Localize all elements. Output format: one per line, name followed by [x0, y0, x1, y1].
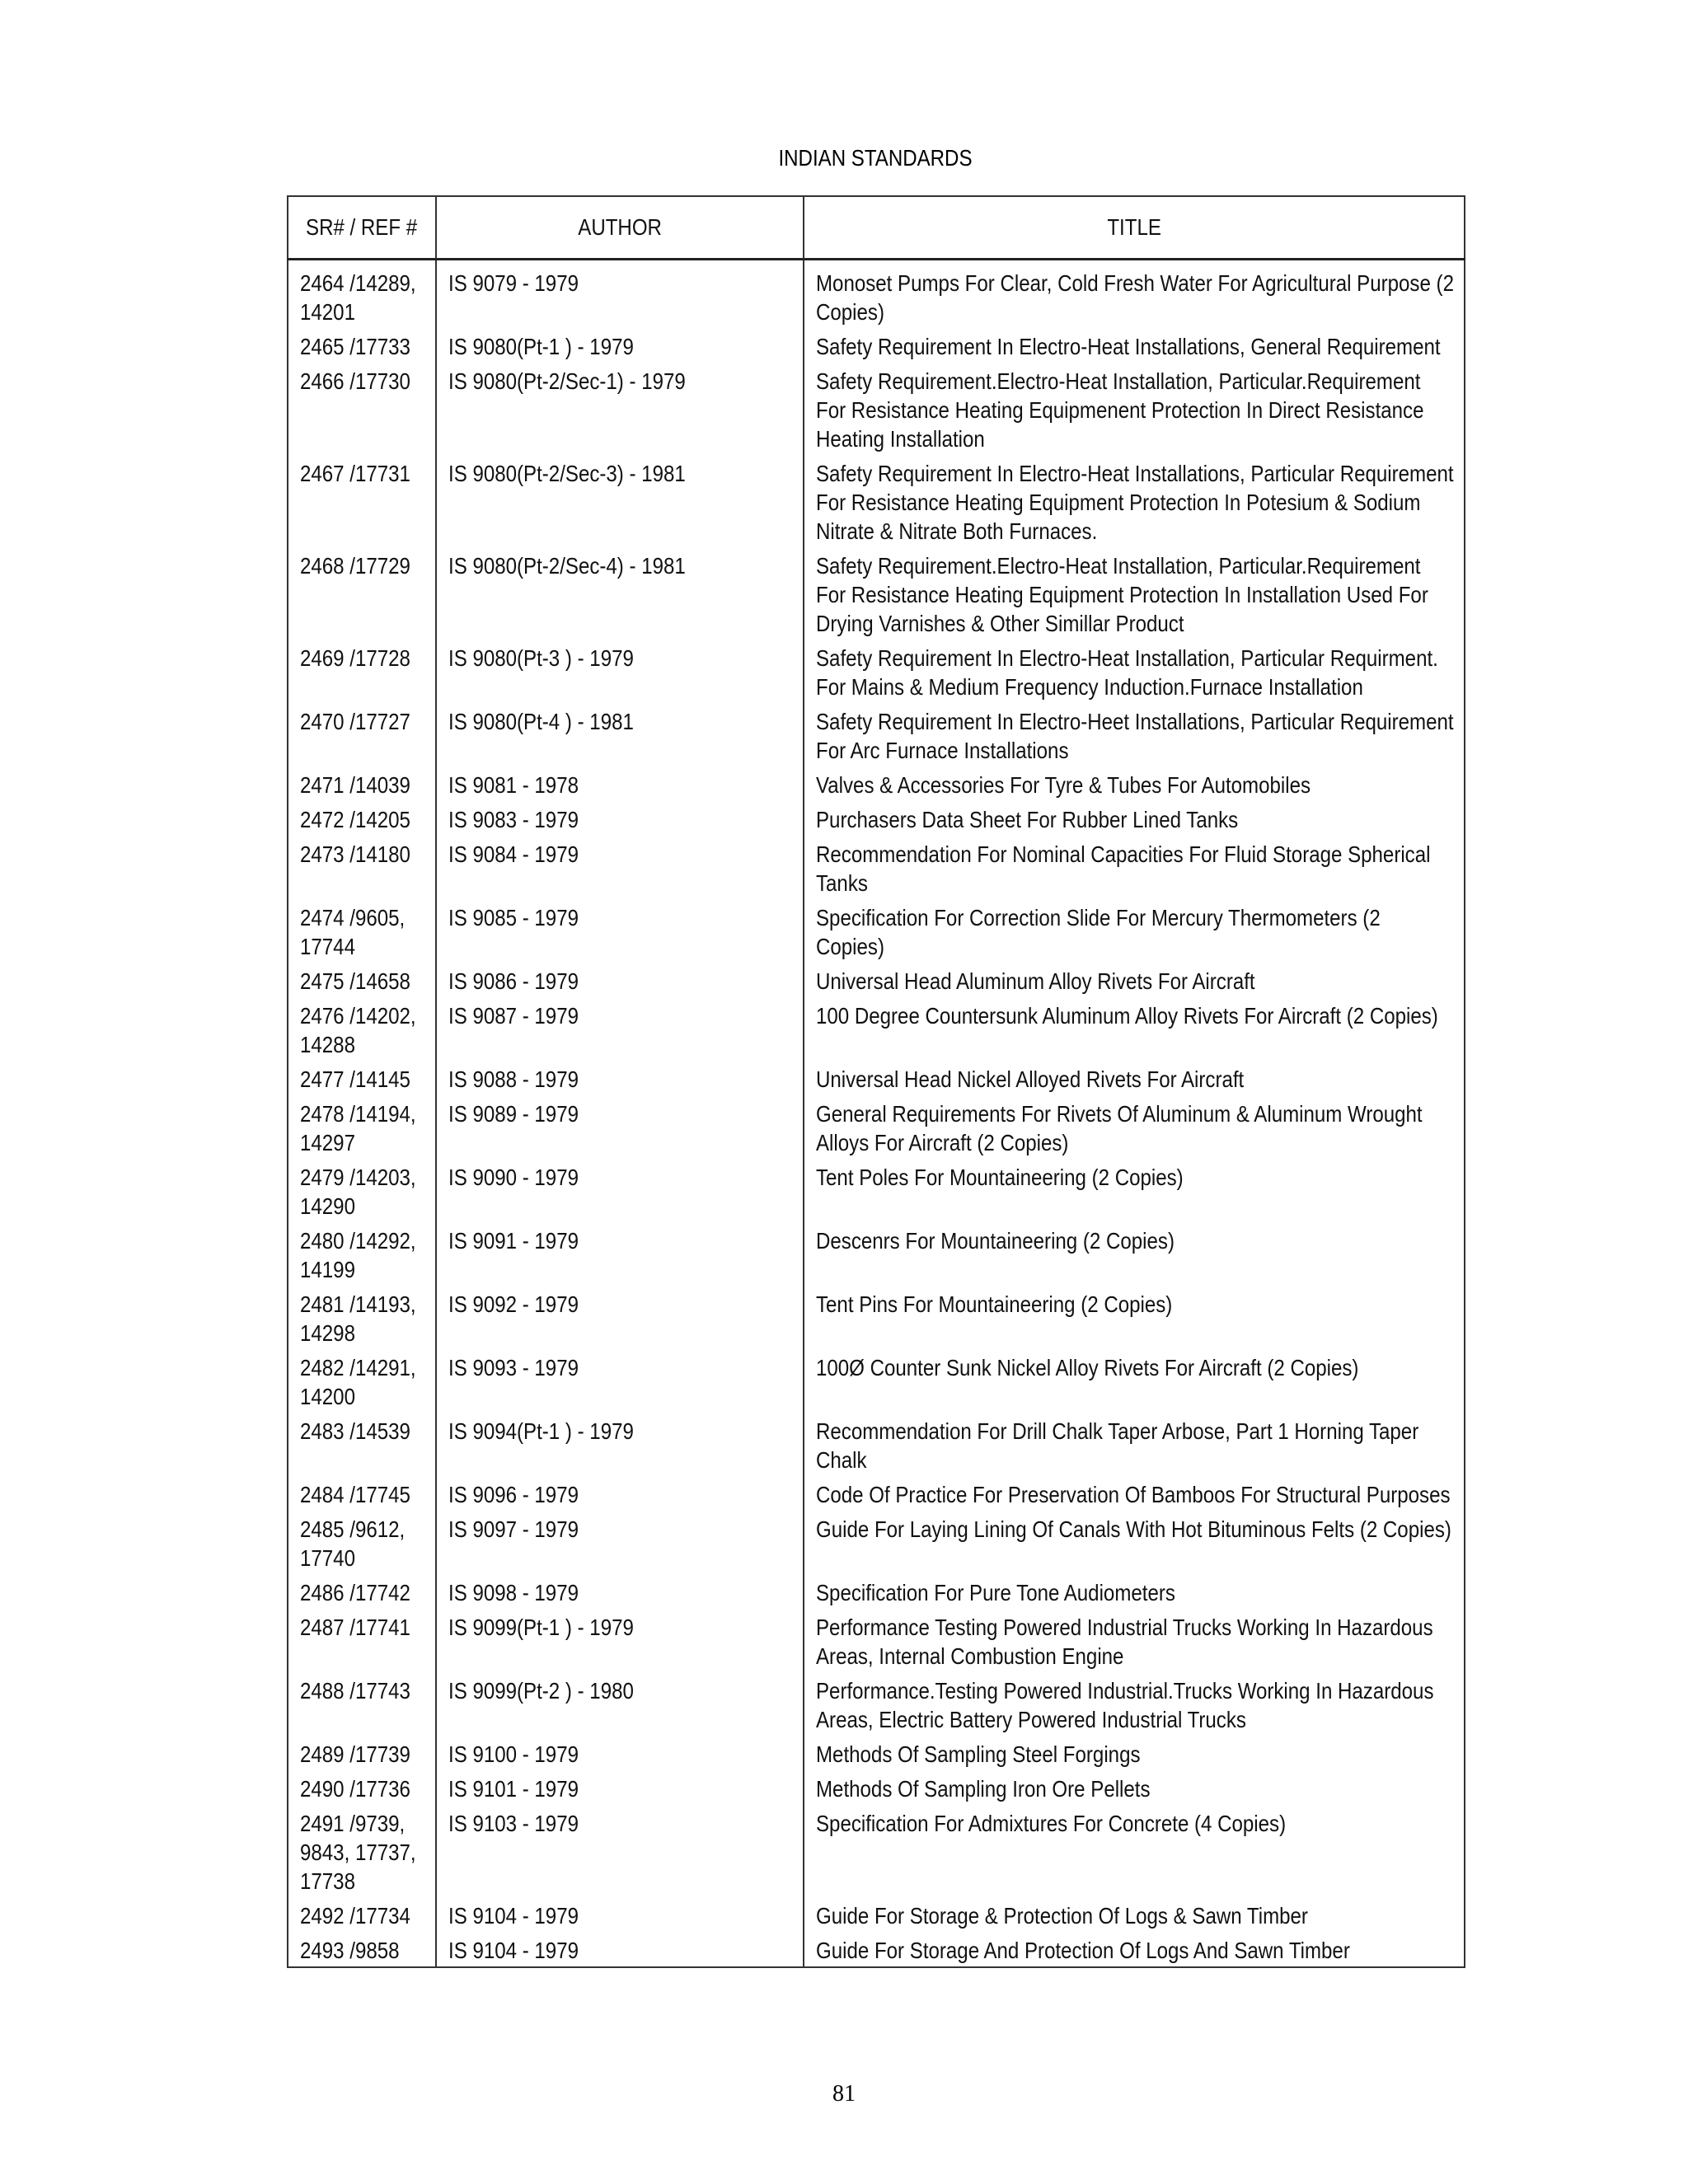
title-cell	[804, 1099, 1465, 1163]
ref-cell	[288, 332, 436, 367]
ref-cell-text: 2487 /17741	[300, 1615, 410, 1640]
author-cell-text: IS 9090 - 1979	[448, 1165, 579, 1190]
ref-cell	[288, 1515, 436, 1578]
ref-cell-text: 2464 /14289, 14201	[300, 270, 416, 325]
ref-cell-text: 2484 /17745	[300, 1482, 410, 1507]
title-cell-text: Specification For Correction Slide For Mercury Thermometers (2 Copies)	[816, 905, 1381, 959]
title-cell-text: Performance.Testing Powered Industrial.Trucks Working In Hazardous Areas, Electric Battery Powered Industrial Trucks	[816, 1678, 1434, 1732]
title-cell-text: 100Ø Counter Sunk Nickel Alloy Rivets For Aircraft (2 Copies)	[816, 1355, 1359, 1380]
title-cell	[804, 1901, 1465, 1936]
ref-cell	[288, 1936, 436, 1967]
title-cell	[804, 1740, 1465, 1774]
ref-cell	[288, 644, 436, 707]
ref-cell-text: 2474 /9605, 17744	[300, 905, 406, 959]
title-cell	[804, 1163, 1465, 1226]
ref-cell	[288, 1740, 436, 1774]
author-cell	[436, 1740, 804, 1774]
table-row	[288, 1353, 1465, 1417]
author-cell-text: IS 9084 - 1979	[448, 841, 579, 867]
author-cell-text: IS 9097 - 1979	[448, 1516, 579, 1542]
ref-cell-text: 2475 /14658	[300, 968, 410, 994]
table-row	[288, 903, 1465, 967]
title-cell	[804, 840, 1465, 903]
column-header-ref	[288, 196, 436, 260]
author-cell	[436, 367, 804, 459]
title-cell	[804, 1001, 1465, 1065]
title-cell	[804, 1290, 1465, 1353]
title-cell	[804, 367, 1465, 459]
ref-cell-text: 2490 /17736	[300, 1776, 410, 1802]
author-cell	[436, 1417, 804, 1480]
table-row	[288, 459, 1465, 551]
author-cell-text: IS 9080(Pt-2/Sec-4) - 1981	[448, 553, 686, 579]
ref-cell-text: 2479 /14203, 14290	[300, 1165, 416, 1219]
author-cell-text: IS 9103 - 1979	[448, 1811, 579, 1836]
author-cell	[436, 332, 804, 367]
author-cell	[436, 1290, 804, 1353]
table-row	[288, 840, 1465, 903]
column-header-title-label: TITLE	[1107, 214, 1161, 240]
author-cell-text: IS 9080(Pt-4 ) - 1981	[448, 709, 634, 734]
title-cell	[804, 707, 1465, 771]
ref-cell	[288, 1774, 436, 1809]
ref-cell	[288, 1353, 436, 1417]
title-cell-text: General Requirements For Rivets Of Aluminum & Aluminum Wrought Alloys For Aircraft (2 Copies)	[816, 1101, 1423, 1155]
author-cell-text: IS 9101 - 1979	[448, 1776, 579, 1802]
column-header-ref-label: SR# / REF #	[306, 214, 418, 240]
ref-cell	[288, 367, 436, 459]
table-row	[288, 1774, 1465, 1809]
title-cell-text: Universal Head Nickel Alloyed Rivets For Aircraft	[816, 1066, 1245, 1092]
ref-cell-text: 2470 /17727	[300, 709, 410, 734]
ref-cell-text: 2471 /14039	[300, 772, 410, 798]
title-cell	[804, 1578, 1465, 1613]
ref-cell	[288, 771, 436, 805]
author-cell	[436, 707, 804, 771]
author-cell	[436, 1099, 804, 1163]
author-cell-text: IS 9079 - 1979	[448, 270, 579, 296]
ref-cell-text: 2488 /17743	[300, 1678, 410, 1704]
table-row	[288, 1065, 1465, 1099]
title-cell-text: Methods Of Sampling Steel Forgings	[816, 1741, 1141, 1767]
ref-cell-text: 2466 /17730	[300, 368, 410, 394]
ref-cell-text: 2486 /17742	[300, 1580, 410, 1605]
author-cell-text: IS 9096 - 1979	[448, 1482, 579, 1507]
title-cell-text: Safety Requirement In Electro-Heat Installation, Particular Requirment. For Mains & Medium Frequency Induction.Furnace Installation	[816, 645, 1438, 700]
table-body	[288, 260, 1465, 1968]
table-row	[288, 1417, 1465, 1480]
author-cell	[436, 1226, 804, 1290]
table-row	[288, 1676, 1465, 1740]
author-cell-text: IS 9087 - 1979	[448, 1003, 579, 1029]
title-cell-text: Specification For Pure Tone Audiometers	[816, 1580, 1175, 1605]
author-cell	[436, 903, 804, 967]
ref-cell	[288, 1290, 436, 1353]
title-cell-text: Safety Requirement.Electro-Heat Installation, Particular.Requirement For Resistance Heating Equipment Protection In Installation Used For Drying Varnishes & Other Simillar Product	[816, 553, 1428, 636]
ref-cell-text: 2468 /17729	[300, 553, 410, 579]
ref-cell-text: 2493 /9858	[300, 1938, 400, 1963]
author-cell	[436, 260, 804, 333]
title-cell-text: Safety Requirement.Electro-Heat Installation, Particular.Requirement For Resistance Heating Equipmenent Protection In Direct Resistance Heating Installation	[816, 368, 1424, 452]
ref-cell	[288, 1613, 436, 1676]
author-cell	[436, 1936, 804, 1967]
author-cell	[436, 1578, 804, 1613]
title-cell	[804, 1065, 1465, 1099]
author-cell	[436, 1001, 804, 1065]
ref-cell-text: 2481 /14193, 14298	[300, 1291, 416, 1346]
table-row	[288, 771, 1465, 805]
title-cell-text: Code Of Practice For Preservation Of Bamboos For Structural Purposes	[816, 1482, 1451, 1507]
title-cell-text: Guide For Storage And Protection Of Logs And Sawn Timber	[816, 1938, 1350, 1963]
title-cell	[804, 903, 1465, 967]
author-cell	[436, 644, 804, 707]
title-cell	[804, 805, 1465, 840]
ref-cell-text: 2465 /17733	[300, 334, 410, 359]
author-cell	[436, 1163, 804, 1226]
table-row	[288, 332, 1465, 367]
ref-cell	[288, 1163, 436, 1226]
title-cell-text: Valves & Accessories For Tyre & Tubes For Automobiles	[816, 772, 1311, 798]
ref-cell-text: 2476 /14202, 14288	[300, 1003, 416, 1057]
page-title: INDIAN STANDARDS	[778, 145, 973, 171]
title-cell	[804, 332, 1465, 367]
table-row	[288, 1578, 1465, 1613]
author-cell-text: IS 9080(Pt-2/Sec-1) - 1979	[448, 368, 686, 394]
table-row	[288, 644, 1465, 707]
title-cell	[804, 1353, 1465, 1417]
ref-cell	[288, 260, 436, 333]
table-row	[288, 1515, 1465, 1578]
ref-cell	[288, 1901, 436, 1936]
table-row	[288, 805, 1465, 840]
ref-cell	[288, 1809, 436, 1901]
title-cell	[804, 1515, 1465, 1578]
title-cell	[804, 551, 1465, 644]
ref-cell	[288, 551, 436, 644]
column-header-author-label: AUTHOR	[578, 214, 662, 240]
standards-table	[287, 195, 1465, 1968]
title-cell-text: Universal Head Aluminum Alloy Rivets For Aircraft	[816, 968, 1255, 994]
title-cell-text: Specification For Admixtures For Concrete (4 Copies)	[816, 1811, 1287, 1836]
title-cell-text: Descenrs For Mountaineering (2 Copies)	[816, 1228, 1175, 1254]
title-cell	[804, 459, 1465, 551]
author-cell	[436, 1515, 804, 1578]
title-cell-text: Tent Pins For Mountaineering (2 Copies)	[816, 1291, 1173, 1317]
ref-cell	[288, 805, 436, 840]
header-row	[288, 196, 1465, 260]
author-cell-text: IS 9085 - 1979	[448, 905, 579, 930]
ref-cell	[288, 1226, 436, 1290]
ref-cell	[288, 1099, 436, 1163]
ref-cell-text: 2491 /9739, 9843, 17737, 17738	[300, 1811, 416, 1894]
author-cell	[436, 771, 804, 805]
author-cell-text: IS 9092 - 1979	[448, 1291, 579, 1317]
title-cell-text: Safety Requirement In Electro-Heat Installations, General Requirement	[816, 334, 1441, 359]
author-cell-text: IS 9098 - 1979	[448, 1580, 579, 1605]
ref-cell	[288, 1001, 436, 1065]
column-header-title	[804, 196, 1465, 260]
table-row	[288, 1163, 1465, 1226]
ref-cell-text: 2473 /14180	[300, 841, 410, 867]
ref-cell	[288, 1065, 436, 1099]
ref-cell	[288, 840, 436, 903]
ref-cell	[288, 903, 436, 967]
table-row	[288, 1901, 1465, 1936]
title-cell-text: Purchasers Data Sheet For Rubber Lined Tanks	[816, 807, 1239, 832]
table-row	[288, 260, 1465, 333]
table-row	[288, 1290, 1465, 1353]
author-cell	[436, 1353, 804, 1417]
author-cell	[436, 1613, 804, 1676]
author-cell-text: IS 9104 - 1979	[448, 1938, 579, 1963]
author-cell-text: IS 9099(Pt-2 ) - 1980	[448, 1678, 634, 1704]
page-number: 81	[832, 2081, 856, 2107]
author-cell-text: IS 9089 - 1979	[448, 1101, 579, 1127]
title-cell	[804, 1809, 1465, 1901]
table-row	[288, 1936, 1465, 1967]
author-cell-text: IS 9080(Pt-1 ) - 1979	[448, 334, 634, 359]
title-cell-text: Tent Poles For Mountaineering (2 Copies)	[816, 1165, 1184, 1190]
table-row	[288, 1740, 1465, 1774]
ref-cell	[288, 1417, 436, 1480]
title-cell	[804, 967, 1465, 1001]
ref-cell	[288, 967, 436, 1001]
title-cell	[804, 644, 1465, 707]
author-cell	[436, 1065, 804, 1099]
ref-cell	[288, 459, 436, 551]
author-cell	[436, 459, 804, 551]
author-cell-text: IS 9086 - 1979	[448, 968, 579, 994]
table-row	[288, 1226, 1465, 1290]
ref-cell	[288, 1676, 436, 1740]
ref-cell-text: 2477 /14145	[300, 1066, 410, 1092]
column-header-author	[436, 196, 804, 260]
table-row	[288, 707, 1465, 771]
ref-cell-text: 2478 /14194, 14297	[300, 1101, 416, 1155]
table-row	[288, 1099, 1465, 1163]
author-cell-text: IS 9099(Pt-1 ) - 1979	[448, 1615, 634, 1640]
table-row	[288, 551, 1465, 644]
author-cell-text: IS 9091 - 1979	[448, 1228, 579, 1254]
title-cell-text: Monoset Pumps For Clear, Cold Fresh Water For Agricultural Purpose (2 Copies)	[816, 270, 1454, 325]
ref-cell-text: 2472 /14205	[300, 807, 410, 832]
author-cell	[436, 1676, 804, 1740]
author-cell	[436, 1901, 804, 1936]
author-cell-text: IS 9080(Pt-3 ) - 1979	[448, 645, 634, 671]
table-row	[288, 367, 1465, 459]
table-row	[288, 1480, 1465, 1515]
author-cell-text: IS 9080(Pt-2/Sec-3) - 1981	[448, 461, 686, 486]
title-cell-text: Performance Testing Powered Industrial Trucks Working In Hazardous Areas, Internal Combustion Engine	[816, 1615, 1433, 1669]
ref-cell-text: 2485 /9612, 17740	[300, 1516, 406, 1571]
table-row	[288, 967, 1465, 1001]
author-cell	[436, 1480, 804, 1515]
author-cell-text: IS 9081 - 1978	[448, 772, 579, 798]
author-cell	[436, 551, 804, 644]
title-cell	[804, 1480, 1465, 1515]
author-cell	[436, 840, 804, 903]
title-cell-text: Safety Requirement In Electro-Heet Installations, Particular Requirement For Arc Furnace Installations	[816, 709, 1454, 763]
author-cell	[436, 805, 804, 840]
ref-cell-text: 2482 /14291, 14200	[300, 1355, 416, 1409]
ref-cell-text: 2469 /17728	[300, 645, 410, 671]
title-cell-text: Recommendation For Nominal Capacities For Fluid Storage Spherical Tanks	[816, 841, 1431, 896]
ref-cell-text: 2483 /14539	[300, 1418, 410, 1444]
title-cell-text: Guide For Laying Lining Of Canals With Hot Bituminous Felts (2 Copies)	[816, 1516, 1451, 1542]
title-cell	[804, 1226, 1465, 1290]
title-cell	[804, 1936, 1465, 1967]
author-cell	[436, 967, 804, 1001]
title-cell	[804, 1676, 1465, 1740]
title-cell-text: Recommendation For Drill Chalk Taper Arbose, Part 1 Horning Taper Chalk	[816, 1418, 1419, 1473]
title-cell	[804, 771, 1465, 805]
table-row	[288, 1809, 1465, 1901]
table-row	[288, 1001, 1465, 1065]
ref-cell-text: 2480 /14292, 14199	[300, 1228, 416, 1282]
title-cell-text: Guide For Storage & Protection Of Logs & Sawn Timber	[816, 1903, 1308, 1929]
author-cell-text: IS 9093 - 1979	[448, 1355, 579, 1380]
title-cell	[804, 1613, 1465, 1676]
title-cell-text: Safety Requirement In Electro-Heat Installations, Particular Requirement For Resistance Heating Equipment Protection In Potesium & Sodium Nitrate & Nitrate Both Furnaces.	[816, 461, 1454, 544]
author-cell	[436, 1774, 804, 1809]
author-cell-text: IS 9088 - 1979	[448, 1066, 579, 1092]
table-header	[288, 196, 1465, 260]
title-cell	[804, 1774, 1465, 1809]
title-cell-text: Methods Of Sampling Iron Ore Pellets	[816, 1776, 1151, 1802]
title-cell	[804, 1417, 1465, 1480]
ref-cell	[288, 707, 436, 771]
ref-cell	[288, 1480, 436, 1515]
title-cell	[804, 260, 1465, 333]
author-cell	[436, 1809, 804, 1901]
ref-cell-text: 2467 /17731	[300, 461, 410, 486]
table-row	[288, 1613, 1465, 1676]
title-cell-text: 100 Degree Countersunk Aluminum Alloy Rivets For Aircraft (2 Copies)	[816, 1003, 1438, 1029]
author-cell-text: IS 9094(Pt-1 ) - 1979	[448, 1418, 634, 1444]
author-cell-text: IS 9100 - 1979	[448, 1741, 579, 1767]
ref-cell-text: 2492 /17734	[300, 1903, 410, 1929]
ref-cell	[288, 1578, 436, 1613]
author-cell-text: IS 9104 - 1979	[448, 1903, 579, 1929]
ref-cell-text: 2489 /17739	[300, 1741, 410, 1767]
author-cell-text: IS 9083 - 1979	[448, 807, 579, 832]
